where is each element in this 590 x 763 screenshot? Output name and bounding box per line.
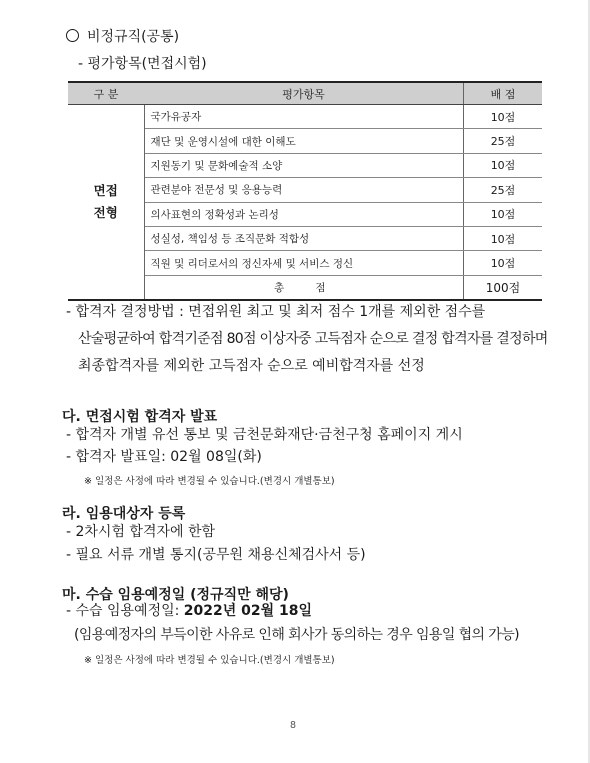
evaluation-items-subheading: - 평가항목(면접시험) (78, 56, 207, 72)
score-cell: 10점 (464, 251, 543, 275)
header-item: 평가항목 (144, 82, 464, 105)
category-line-2: 전형 (93, 205, 118, 221)
probation-date-label: - 수습 임용예정일: (66, 603, 184, 619)
total-label-cell: 총 점 (144, 275, 464, 300)
category-line-1: 면접 (93, 183, 118, 199)
item-cell: 성실성, 책임성 등 조직문화 적합성 (144, 226, 464, 250)
score-cell: 10점 (464, 226, 543, 250)
announcement-item-1: - 합격자 개별 유선 통보 및 금천문화재단·금천구청 홈페이지 게시 (66, 427, 463, 443)
section-title-registration: 라. 임용대상자 등록 (62, 506, 186, 522)
page-number: 8 (290, 720, 297, 731)
method-line-3: 최종합격자를 제외한 고득점자 순으로 예비합격자를 선정 (78, 358, 425, 374)
table-row (68, 105, 542, 129)
announcement-item-2: - 합격자 발표일: 02월 08일(화) (66, 449, 262, 465)
score-cell: 25점 (464, 129, 543, 153)
probation-date-value: 2022년 02월 18일 (183, 603, 313, 619)
evaluation-table (68, 81, 542, 301)
item-cell: 지원동기 및 문화예술적 소양 (144, 153, 464, 177)
item-cell: 국가유공자 (144, 105, 464, 129)
announcement-note: ※ 일정은 사정에 따라 변경될 수 있습니다.(변경시 개별통보) (84, 476, 335, 487)
method-line-2: 산술평균하여 합격기준점 80점 이상자중 고득점자 순으로 결정 합격자를 결정하며 (78, 331, 548, 347)
registration-item-2: - 필요 서류 개별 통지(공무원 채용신체검사서 등) (66, 547, 366, 563)
item-cell: 직원 및 리더로서의 정신자세 및 서비스 정신 (144, 251, 464, 275)
score-cell: 10점 (464, 105, 543, 129)
header-category: 구 분 (68, 82, 144, 105)
section-title-announcement: 다. 면접시험 합격자 발표 (62, 409, 218, 425)
score-cell: 10점 (464, 202, 543, 226)
heading-text: 비정규직(공통) (87, 29, 180, 45)
item-cell: 재단 및 운영시설에 대한 이해도 (144, 129, 464, 153)
probation-condition-note: (임용예정자의 부득이한 사유로 인해 회사가 동의하는 경우 임용일 협의 가능) (74, 627, 520, 643)
section-title-probation: 마. 수습 임용예정일 (정규직만 해당) (62, 587, 289, 603)
registration-item-1: - 2차시험 합격자에 한함 (66, 524, 216, 540)
score-cell: 10점 (464, 153, 543, 177)
table-header-row (68, 82, 542, 105)
probation-item-1 (66, 598, 312, 625)
item-cell: 관련분야 전문성 및 응용능력 (144, 178, 464, 202)
header-score: 배 점 (464, 82, 543, 105)
probation-note: ※ 일정은 사정에 따라 변경될 수 있습니다.(변경시 개별통보) (84, 655, 335, 666)
circle-bullet-icon (66, 29, 79, 42)
category-cell (68, 105, 144, 301)
total-score-cell: 100점 (464, 275, 543, 300)
section-heading-nonregular (66, 26, 179, 46)
score-cell: 25점 (464, 178, 543, 202)
method-line-1: - 합격자 결정방법 : 면접위원 최고 및 최저 점수 1개를 제외한 점수를 (66, 304, 486, 320)
item-cell: 의사표현의 정확성과 논리성 (144, 202, 464, 226)
